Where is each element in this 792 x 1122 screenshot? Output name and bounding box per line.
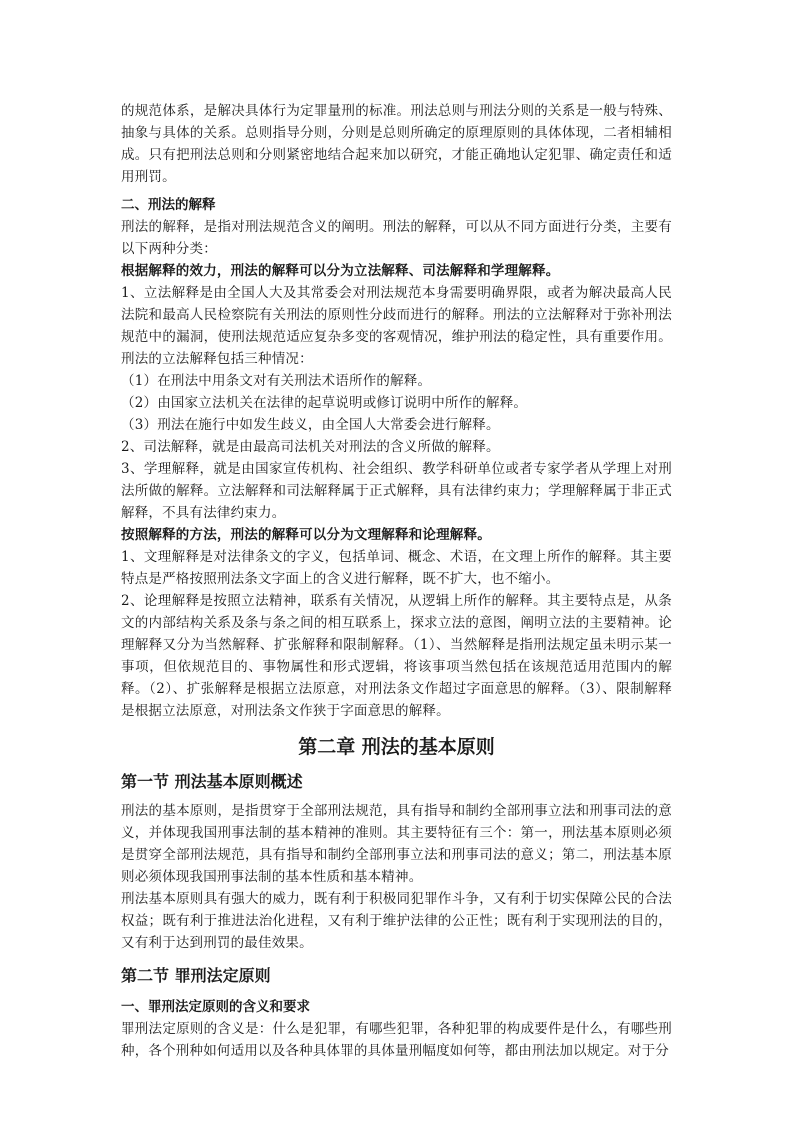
paragraph: 罪刑法定原则的含义是：什么是犯罪，有哪些犯罪，各种犯罪的构成要件是什么，有哪些刑种，各个刑种如何适用以及各种具体罪的具体量刑幅度如何等，都由刑法加以规定。对于分 — [121, 1021, 672, 1059]
paragraph: 1、立法解释是由全国人大及其常委会对刑法规范本身需要明确界限，或者为解决最高人民法院和最高人民检察院有关刑法的原则性分歧而进行的解释。刑法的立法解释对于弥补刑法规范中的漏洞，使刑法规范适应复杂多变的客观情况，维护刑法的稳定性，具有重要作用。刑法的立法解释包括三种情况： — [121, 285, 672, 367]
list-item: （1）在刑法中用条文对有关刑法术语所作的解释。 — [121, 373, 432, 389]
paragraph: 2、司法解释，就是由最高司法机关对刑法的含义所做的解释。 — [121, 439, 500, 455]
document-page — [121, 100, 672, 1062]
paragraph: 刑法的基本原则，是指贯穿于全部刑法规范，具有指导和制约全部刑事立法和刑事司法的意义，并体现我国刑事法制的基本精神的准则。其主要特征有三个：第一，刑法基本原则必须是贯穿全部刑法规范，具有指导和制约全部刑事立法和刑事司法的意义；第二，刑法基本原则必须体现我国刑事法制的基本性质和基本精神。 — [121, 803, 672, 885]
paragraph: 1、文理解释是对法律条文的字义，包括单词、概念、术语，在文理上所作的解释。其主要特点是严格按照刑法条文字面上的含义进行解释，既不扩大，也不缩小。 — [121, 549, 672, 587]
paragraph: 刑法基本原则具有强大的威力，既有利于积极同犯罪作斗争，又有利于切实保障公民的合法权益；既有利于推进法治化进程，又有利于维护法律的公正性；既有利于实现刑法的目的，又有利于达到刑罚的最佳效果。 — [121, 891, 672, 951]
paragraph: 的规范体系，是解决具体行为定罪量刑的标准。刑法总则与刑法分则的关系是一般与特殊、抽象与具体的关系。总则指导分则，分则是总则所确定的原理原则的具体体现，二者相辅相成。只有把刑法总则和分则紧密地结合起来加以研究，才能正确地认定犯罪、确定责任和适用刑罚。 — [121, 103, 672, 185]
bold-statement-method: 按照解释的方法，刑法的解释可以分为文理解释和论理解释。 — [121, 527, 491, 543]
chapter-title: 第二章 刑法的基本原则 — [298, 736, 495, 758]
paragraph: 刑法的解释，是指对刑法规范含义的阐明。刑法的解释，可以从不同方面进行分类，主要有以下两种分类： — [121, 219, 672, 257]
list-item: （3）刑法在施行中如发生歧义，由全国人大常委会进行解释。 — [121, 417, 500, 433]
section-title: 第二节 罪刑法定原则 — [121, 966, 271, 985]
paragraph: 3、学理解释，就是由国家宣传机构、社会组织、教学科研单位或者专家学者从学理上对刑法所做的解释。立法解释和司法解释属于正式解释，具有法律约束力；学理解释属于非正式解释，不具有法律约束力。 — [121, 461, 672, 521]
paragraph: 2、论理解释是按照立法精神，联系有关情况，从逻辑上所作的解释。其主要特点是，从条文的内部结构关系及条与条之间的相互联系上，探求立法的意图，阐明立法的主要精神。论理解释又分为当然解释、扩张解释和限制解释。（1）、当然解释是指刑法规定虽未明示某一事项，但依规范目的、事物属性和形式逻辑，将该事项当然包括在该规范适用范围内的解释。（2）、扩张解释是根据立法原意，对刑法条文作超过字面意思的解释。（3）、限制解释是根据立法原意，对刑法条文作狭于字面意思的解释。 — [121, 593, 672, 719]
section-title: 第一节 刑法基本原则概述 — [121, 772, 303, 791]
bold-statement-effect: 根据解释的效力，刑法的解释可以分为立法解释、司法解释和学理解释。 — [121, 263, 560, 279]
list-item: （2）由国家立法机关在法律的起草说明或修订说明中所作的解释。 — [121, 395, 528, 411]
heading-interpretation: 二、刑法的解释 — [121, 197, 216, 213]
heading-meaning: 一、罪刑法定原则的含义和要求 — [121, 999, 310, 1015]
